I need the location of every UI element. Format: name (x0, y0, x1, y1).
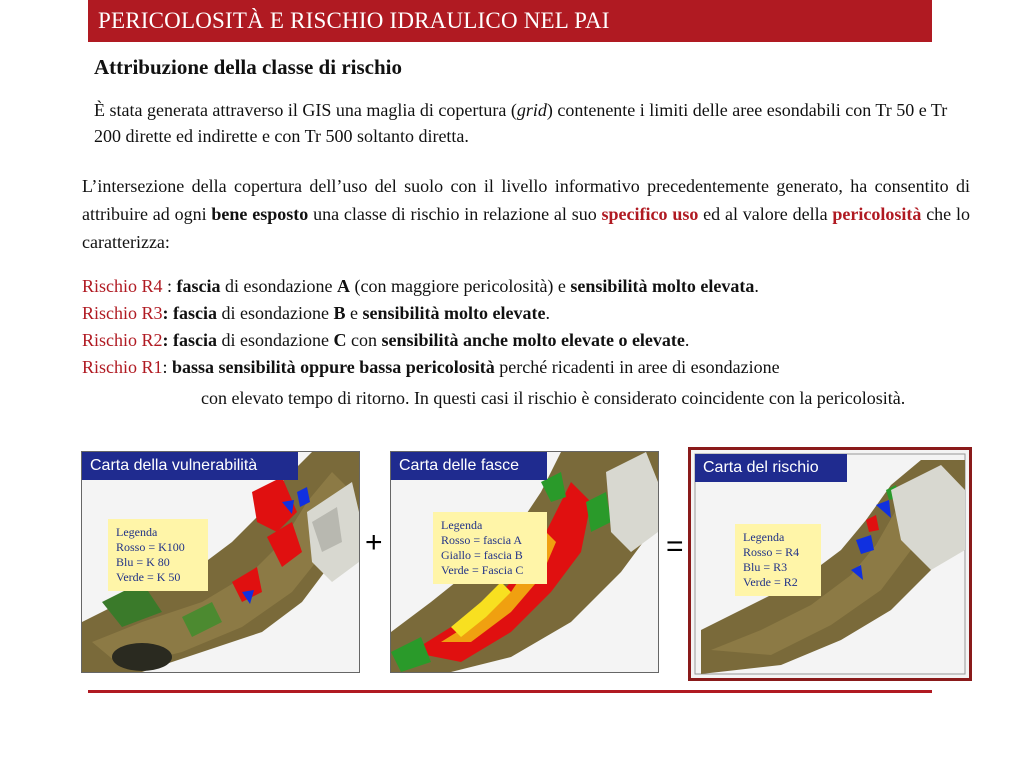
rischio-map-image (691, 450, 969, 678)
risk-r2-t2: con (346, 330, 382, 350)
risk-r4-k3: sensibilità molto elevata (570, 276, 755, 296)
risk-r4-line (82, 273, 970, 300)
risk-r3-k3: sensibilità molto elevate (362, 303, 546, 323)
risk-r2-line (82, 327, 970, 354)
para2-text-a: L’intersezione della copertura dell’uso del suolo con il livello informativo precedentemente generato, ha consentito di attribuire ad ogni (82, 176, 970, 224)
legend-item: Rosso = K100 (116, 540, 185, 554)
rischio-map-title: Carta del rischio (695, 454, 847, 482)
risk-r4-k2: A (337, 276, 350, 296)
para2-text-c: ed al valore della (698, 204, 833, 224)
para2-text-b: una classe di rischio in relazione al suo (308, 204, 602, 224)
risk-r1-k1: bassa sensibilità oppure bassa pericolosità (172, 357, 495, 377)
paragraph-intersection (82, 172, 970, 256)
risk-r3-label: Rischio R3 (82, 303, 163, 323)
legend-title: Legenda (116, 525, 158, 539)
legend-title: Legenda (743, 530, 785, 544)
risk-r1-continuation: con elevato tempo di ritorno. In questi casi il rischio è considerato coincidente con la pericolosità. (201, 388, 906, 408)
risk-r2-k3: sensibilità anche molto elevate o elevate (381, 330, 685, 350)
fasce-map (390, 451, 659, 673)
legend-item: Blu = R3 (743, 560, 788, 574)
risk-r2-label: Rischio R2 (82, 330, 163, 350)
pericolosita-term: pericolosità (832, 204, 922, 224)
paragraph-grid (94, 97, 964, 149)
para2-text-d: che lo caratterizza: (82, 204, 970, 252)
para1-text-b: ) contenente i limiti delle aree esondabili con Tr 50 e Tr 200 dirette ed indirette e con Tr 500 soltanto diretta. (94, 100, 948, 146)
risk-r1-t1: perché ricadenti in aree di esondazione (494, 357, 780, 377)
equals-operator: = (666, 530, 684, 563)
risk-r1-sep: : (162, 357, 173, 377)
para1-grid-term: grid (516, 100, 547, 120)
risk-r4-sep: : (162, 276, 177, 296)
risk-r3-line (82, 300, 970, 327)
legend-item: Rosso = R4 (743, 545, 800, 559)
fasce-legend (433, 512, 547, 584)
risk-r3-t2: e (345, 303, 363, 323)
risk-r1-line (82, 354, 970, 381)
page-title: PERICOLOSITÀ E RISCHIO IDRAULICO NEL PAI (98, 8, 610, 33)
risk-r2-k2: C (333, 330, 347, 350)
title-bar (88, 0, 932, 42)
subtitle: Attribuzione della classe di rischio (94, 55, 402, 79)
risk-r3-k2: B (333, 303, 346, 323)
legend-item: Rosso = fascia A (441, 533, 523, 547)
risk-r2-k1: : fascia (162, 330, 217, 350)
rischio-legend (735, 524, 821, 596)
risk-r2-t1: di esondazione (217, 330, 334, 350)
vulnerability-map (81, 451, 360, 673)
risk-r3-t1: di esondazione (217, 303, 334, 323)
risk-r4-end: . (754, 276, 759, 296)
vulnerability-legend (108, 519, 208, 591)
risk-r1-label: Rischio R1 (82, 357, 163, 377)
risk-r4-t1: di esondazione (220, 276, 337, 296)
bottom-divider (88, 690, 932, 693)
risk-r4-label: Rischio R4 (82, 276, 163, 296)
para1-text-a: È stata generata attraverso il GIS una maglia di copertura ( (94, 100, 517, 120)
legend-item: Giallo = fascia B (441, 548, 523, 562)
risk-r4-t2: (con maggiore pericolosità) e (350, 276, 571, 296)
legend-item: Verde = Fascia C (441, 563, 524, 577)
risk-r3-k1: : fascia (162, 303, 217, 323)
risk-r4-k1: fascia (176, 276, 221, 296)
legend-title: Legenda (441, 518, 483, 532)
risk-r2-end: . (684, 330, 690, 350)
legend-item: Verde = K 50 (116, 570, 181, 584)
bene-esposto-term: bene esposto (211, 204, 309, 224)
specifico-uso-term: specifico uso (601, 204, 699, 224)
legend-item: Verde = R2 (743, 575, 798, 589)
rischio-map (688, 447, 972, 681)
vulnerability-map-title: Carta della vulnerabilità (82, 452, 298, 480)
plus-operator: + (365, 526, 383, 559)
risk-r3-end: . (545, 303, 550, 323)
fasce-map-title: Carta delle fasce (391, 452, 547, 480)
legend-item: Blu = K 80 (116, 555, 170, 569)
